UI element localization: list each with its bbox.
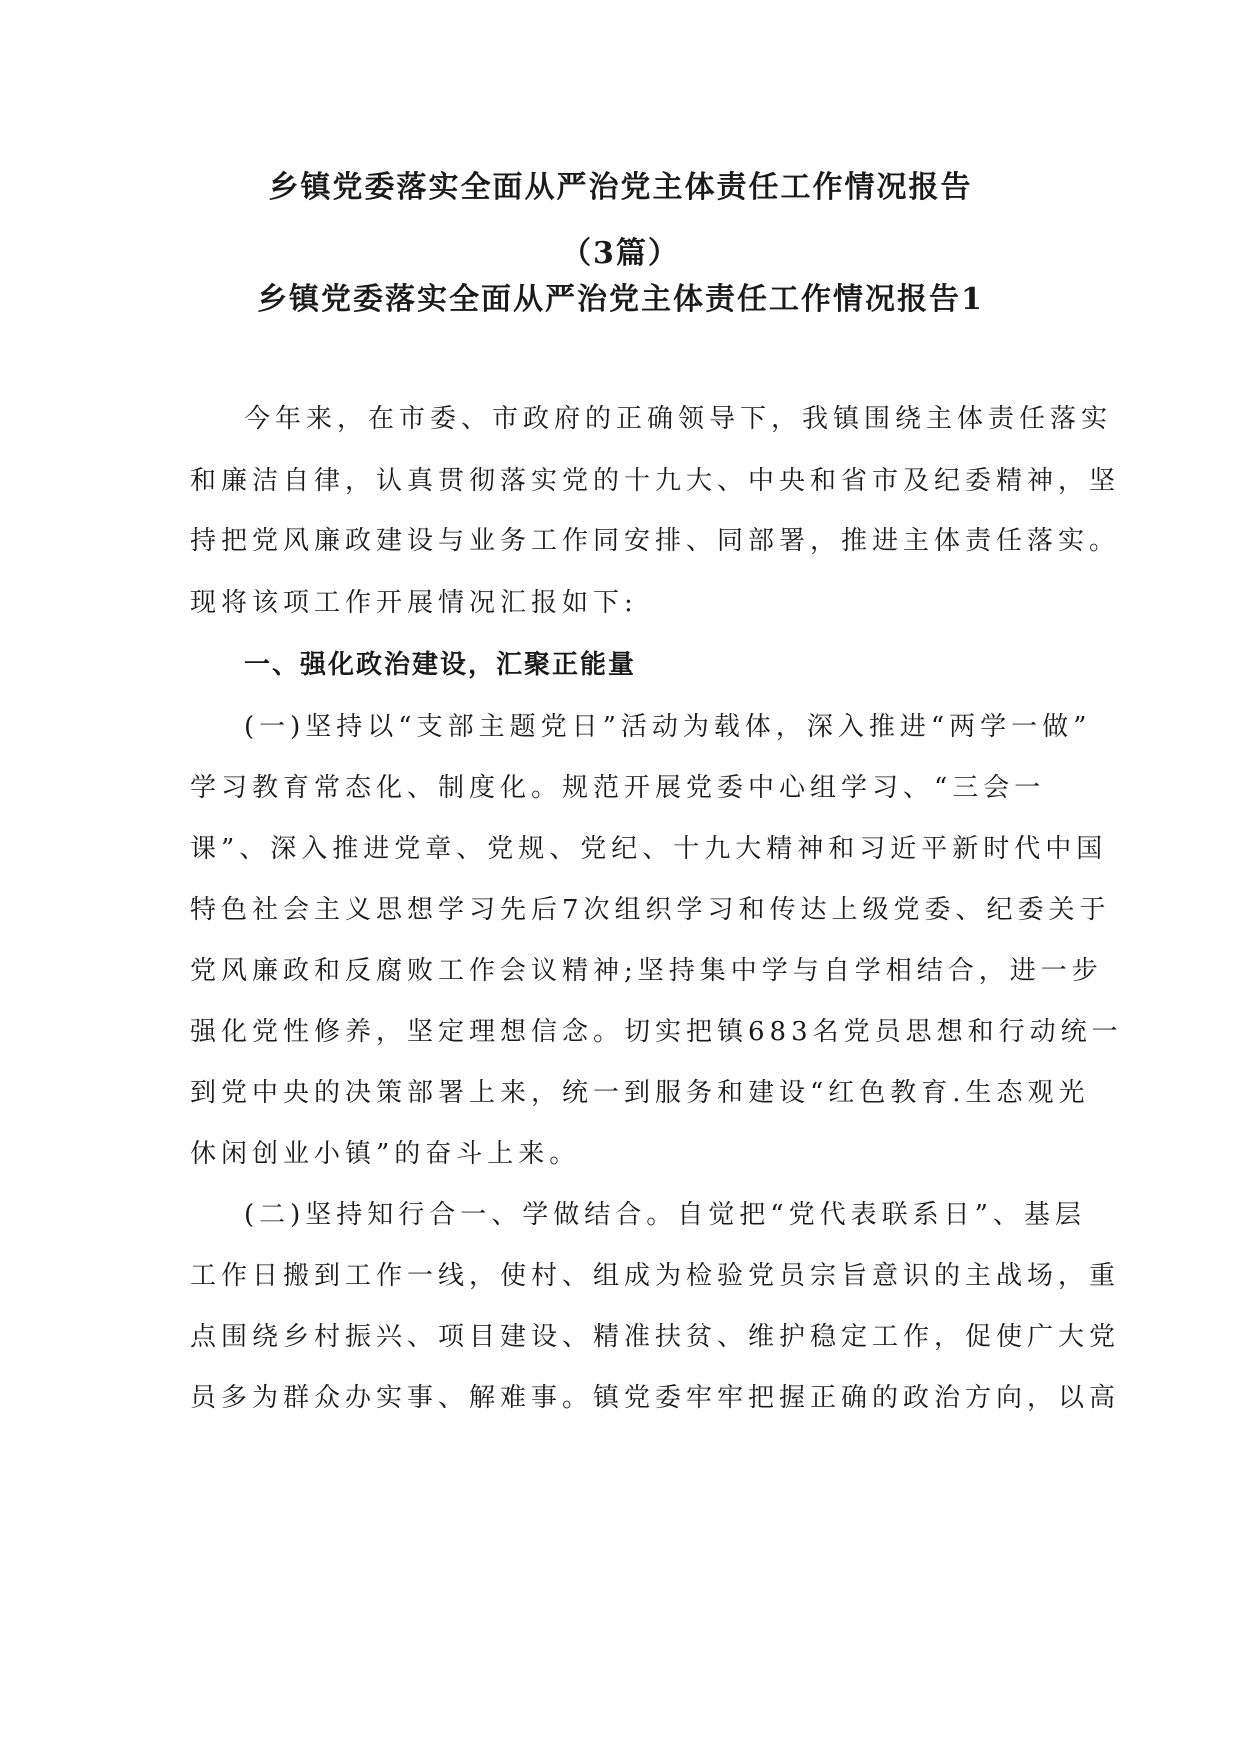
document-title: 乡镇党委落实全面从严治党主体责任工作情况报告	[268, 170, 973, 205]
paragraph-line: 今年来，在市委、市政府的正确领导下，我镇围绕主体责任落实	[244, 404, 1113, 434]
document-title-count: （3篇）	[561, 236, 680, 271]
paragraph-line: 强化党性修养，坚定理想信念。切实把镇683名党员思想和行动统一	[190, 1017, 1123, 1047]
paragraph-line: (二)坚持知行合一、学做结合。自觉把“党代表联系日”、基层	[244, 1200, 1086, 1230]
paragraph-line: 持把党风廉政建设与业务工作同安排、同部署，推进主体责任落实。	[190, 526, 1121, 556]
paragraph-line: 特色社会主义思想学习先后7次组织学习和传达上级党委、纪委关于	[190, 895, 1111, 925]
paragraph-line: 现将该项工作开展情况汇报如下:	[190, 588, 638, 618]
paragraph-line: 员多为群众办实事、解难事。镇党委牢牢把握正确的政治方向，以高	[190, 1383, 1121, 1413]
paragraph-line: (一)坚持以“支部主题党日”活动为载体，深入推进“两学一做”	[244, 712, 1092, 742]
paragraph-line: 和廉洁自律，认真贯彻落实党的十九大、中央和省市及纪委精神，坚	[190, 466, 1121, 496]
paragraph-line: 学习教育常态化、制度化。规范开展党委中心组学习、“三会一	[190, 773, 1046, 803]
paragraph-line: 工作日搬到工作一线，使村、组成为检验党员宗旨意识的主战场，重	[190, 1261, 1121, 1291]
paragraph-line: 点围绕乡村振兴、项目建设、精准扶贫、维护稳定工作，促使广大党	[190, 1322, 1121, 1352]
paragraph-line: 党风廉政和反腐败工作会议精神;坚持集中学与自学相结合，进一步	[190, 956, 1103, 986]
document-subtitle: 乡镇党委落实全面从严治党主体责任工作情况报告1	[257, 282, 984, 317]
section-heading: 一、强化政治建设，汇聚正能量	[244, 650, 637, 680]
paragraph-line: 到党中央的决策部署上来，统一到服务和建设“红色教育.生态观光	[190, 1078, 1090, 1108]
paragraph-line: 课”、深入推进党章、党规、党纪、十九大精神和习近平新时代中国	[190, 834, 1108, 864]
paragraph-line: 休闲创业小镇”的奋斗上来。	[190, 1139, 581, 1169]
